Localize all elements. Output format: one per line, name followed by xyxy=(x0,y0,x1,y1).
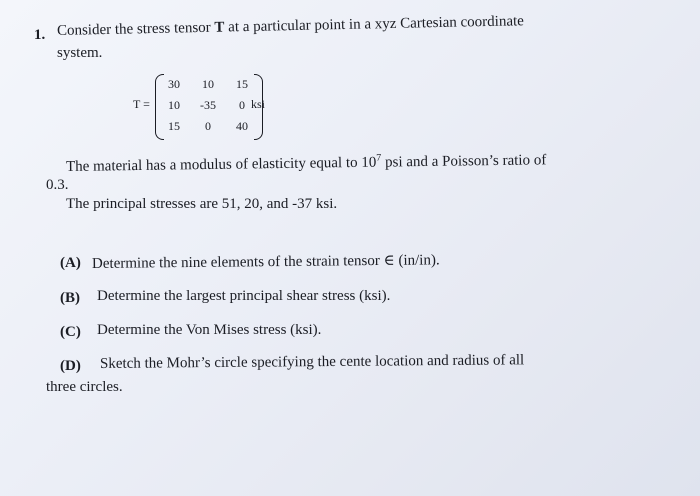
matrix-cell: 40 xyxy=(236,119,248,133)
exponent: 7 xyxy=(376,152,382,164)
question-text: Determine the Von Mises stress (ksi). xyxy=(97,322,322,338)
intro-text-part1: Consider the stress tensor xyxy=(56,19,211,39)
question-label: (C) xyxy=(60,324,81,340)
intro-text xyxy=(57,13,524,40)
question-label: (D) xyxy=(60,358,81,374)
problem-number: 1. xyxy=(34,27,46,43)
matrix-cell: 15 xyxy=(236,77,248,91)
question-text-continued: three circles. xyxy=(46,379,123,395)
question-text: Sketch the Mohr’s circle specifying the cente location and radius of all xyxy=(99,352,525,372)
material-text-line2: 0.3. xyxy=(46,177,69,193)
question-text: Determine the nine elements of the strain tensor ∈ (in/in). xyxy=(91,252,440,272)
material-text-part1: The material has a modulus of elasticity equal to 10 xyxy=(65,154,377,175)
stress-matrix xyxy=(155,74,266,138)
intro-text-line2: system. xyxy=(57,45,103,61)
matrix-cell: -35 xyxy=(200,98,216,112)
matrix-cell: 30 xyxy=(168,77,180,91)
matrix-lhs: T = xyxy=(133,97,150,111)
matrix-cell: 0 xyxy=(205,119,211,133)
matrix-cell: 10 xyxy=(168,98,180,112)
material-text xyxy=(66,150,547,176)
question-label: (B) xyxy=(60,290,80,306)
matrix-cell: 0 xyxy=(239,98,245,112)
matrix-cell: 15 xyxy=(168,119,180,133)
question-label: (A) xyxy=(60,255,81,271)
tensor-symbol: T xyxy=(214,19,225,36)
matrix-cell: 10 xyxy=(202,77,214,91)
matrix-unit: ksi xyxy=(251,97,266,111)
intro-text-part2: at a particular point in a xyz Cartesian coordinate xyxy=(228,13,525,36)
question-text: Determine the largest principal shear stress (ksi). xyxy=(97,288,391,304)
material-text-part2: psi and a Poisson’s ratio of xyxy=(384,152,547,171)
principal-stresses-text: The principal stresses are 51, 20, and -37 ksi. xyxy=(66,196,338,212)
